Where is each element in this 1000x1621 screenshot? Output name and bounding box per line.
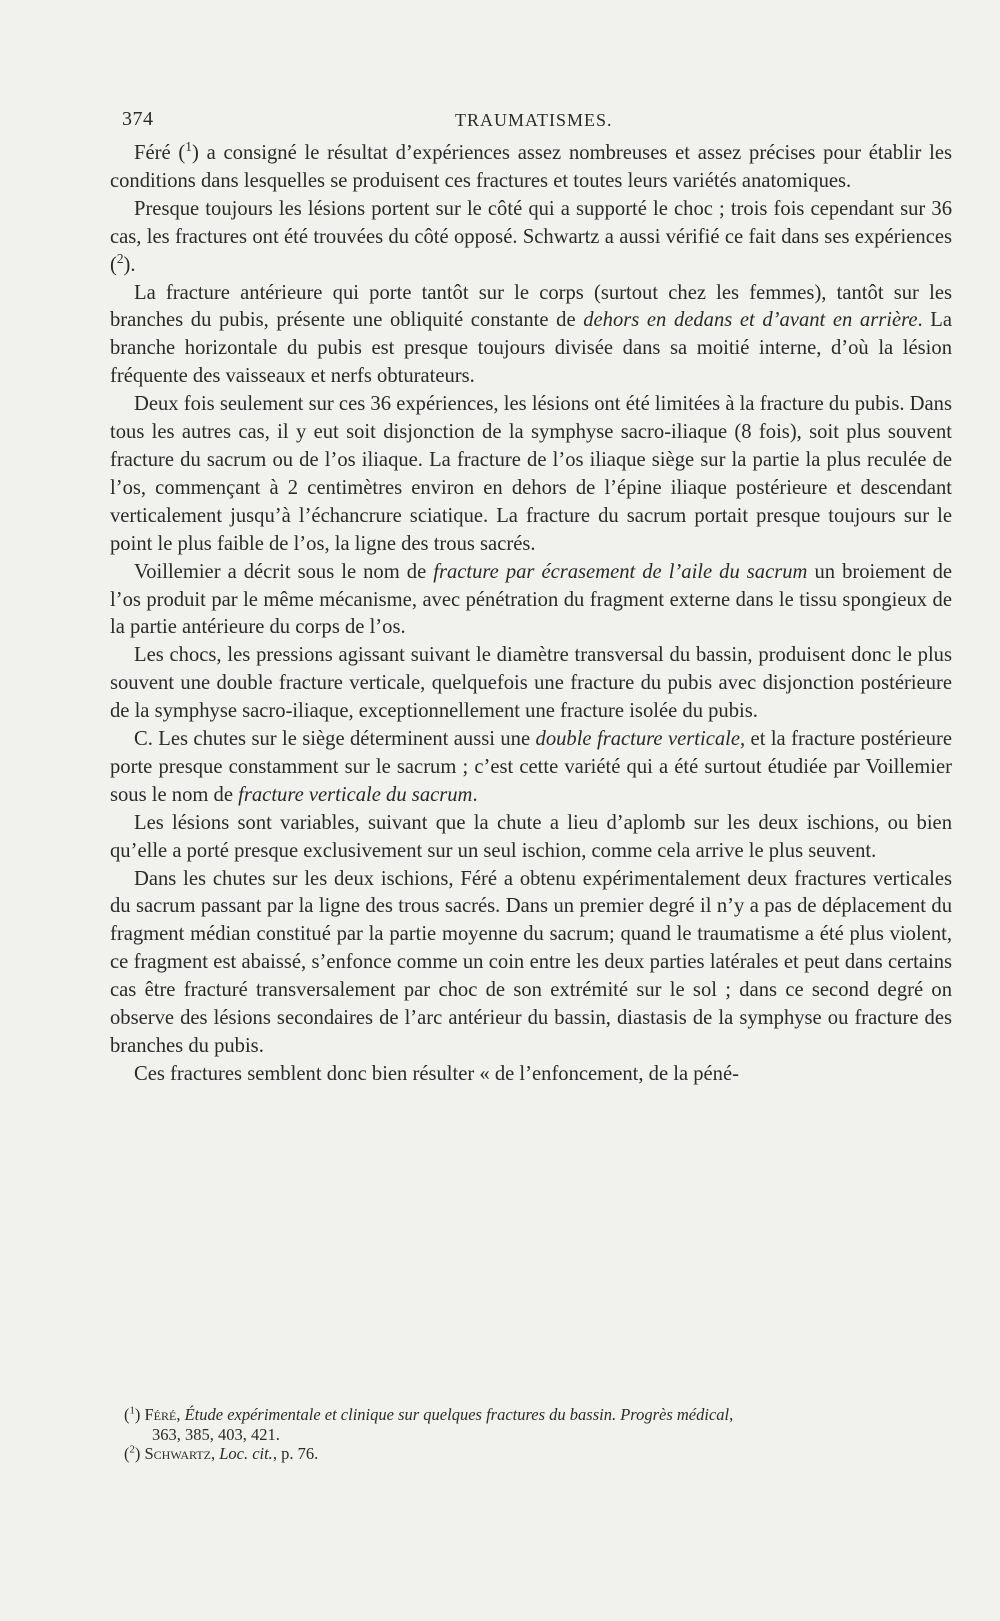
paragraph-5-italic: fracture par écrasement de l’aile du sacrum — [433, 560, 808, 583]
footnote-ref-2: 2 — [116, 250, 124, 266]
paragraph-7 — [110, 726, 952, 810]
paragraph-7-italic-2: fracture verticale du sacrum — [238, 783, 473, 806]
paragraph-3-text-a: La fracture antérieure qui porte tantôt sur le corps (surtout chez les femmes), tantôt sur les branches du pubis, présente une obliquité constante de — [110, 281, 952, 332]
paragraph-1-text-a: Féré ( — [134, 142, 186, 164]
paragraph-7-text-c: . — [472, 783, 478, 806]
paragraph-2-text-b: ). — [123, 253, 136, 276]
footnote-2-author: Schwartz — [144, 1444, 211, 1463]
footnote-2-rest: , p. 76. — [272, 1444, 319, 1463]
running-title: TRAUMATISMES. — [455, 110, 613, 130]
paragraph-5 — [110, 559, 952, 643]
footnote-1-pages: 363, 385, 403, 421. — [152, 1424, 280, 1444]
paragraph-5-text-b: un broiement de l’os produit par le même mécanisme, avec pénétration du fragment externe dans le tissu spongieux de la partie antérieure du corps de l’os. — [110, 560, 953, 639]
paragraph-9: Dans les chutes sur les deux ischions, Féré a obtenu expérimentalement deux fractures verticales du sacrum passant par la ligne des trous sacrés. Dans un premier degré il n’y a pas de déplacement du fragment médian constitué par la partie moyenne du sacrum; quand le traumatisme a été plus violent, ce fragment est abaissé, s’enfonce comme un coin entre les deux parties latérales et peut dans certains cas être fracturé transversalement par choc de son extrémité sur le sol ; dans ce second degré on observe des lésions secondaires de l’arc antérieur du bassin, diastasis de la symphyse ou fracture des branches du pubis. — [110, 867, 952, 1057]
paragraph-8: Les lésions sont variables, suivant que la chute a lieu d’aplomb sur les deux ischions, ou bien qu’elle a porté presque exclusivement sur un seul ischion, comme cela arrive le plus seuvent. — [110, 811, 952, 862]
paragraph-2 — [110, 196, 952, 280]
paragraph-3 — [110, 280, 952, 392]
footnote-2-locit: Loc. cit. — [219, 1444, 273, 1463]
footnote-2: ($^2$) Schwartz, Loc. cit., p. 76. — [124, 1443, 319, 1463]
paragraph-1-text-b: ) a consigné le résultat d’expériences assez nombreuses et assez précises pour établir les conditions dans lesquelles se produisent ces fractures et toutes leurs variétés anatomiques. — [110, 142, 952, 192]
footnote-1-sep: , — [729, 1405, 734, 1424]
footnote-2-mark: 2 — [129, 1443, 135, 1456]
paragraph-3-italic: dehors en dedans et d’avant en arrière — [583, 309, 918, 332]
paragraph-3-text-b: . La branche horizontale du pubis est presque toujours divisée dans sa moitié interne, d’où la lésion fréquente des vaisseaux et nerfs obturateurs. — [110, 309, 952, 388]
paragraph-6: Les chocs, les pressions agissant suivant le diamètre transversal du bassin, produisent donc le plus souvent une double fracture verticale, quelquefois une fracture du pubis avec disjonction postérieure de la symphyse sacro-iliaque, exceptionnellement une fracture isolée du pubis. — [110, 644, 952, 723]
footnote-1-mark: 1 — [129, 1404, 135, 1417]
paragraph-7-text-a: C. Les chutes sur le siège déterminent aussi une — [134, 728, 536, 751]
body-text — [110, 140, 952, 1089]
footnotes — [124, 1405, 952, 1464]
footnote-1-author: Féré — [144, 1405, 177, 1424]
paragraph-2-text-a: Presque toujours les lésions portent sur le côté qui a supporté le choc ; trois fois cependant sur 36 cas, les fractures ont été trouvées du côté opposé. Schwartz a aussi vérifié ce fait dans ses expériences ( — [110, 197, 952, 276]
footnote-ref-1: 1 — [185, 139, 192, 155]
paragraph-4: Deux fois seulement sur ces 36 expériences, les lésions ont été limitées à la fracture du pubis. Dans tous les autres cas, il y eut soit disjonction de la symphyse sacro-iliaque (8 fois), soit plus souvent fracture du sacrum ou de l’os iliaque. La fracture de l’os iliaque siège sur la partie la plus reculée de l’os, commençant à 2 centimètres environ en dehors de l’épine iliaque postérieure et descendant verticalement jusqu’à l’échancrure sciatique. La fracture du sacrum portait presque toujours sur le point le plus faible de l’os, la ligne des trous sacrés. — [110, 393, 952, 555]
paragraph-7-italic-1: double fracture verticale — [535, 728, 740, 751]
paragraph-7-text-b: , et la fracture postérieure porte presque constamment sur le sacrum ; c’est cette variété qui a été surtout étudiée par Voillemier sous le nom de — [110, 728, 952, 806]
paragraph-5-text-a: Voillemier a décrit sous le nom de — [134, 560, 434, 583]
page-header — [120, 108, 950, 138]
paragraph-1 — [110, 140, 952, 196]
paragraph-10: Ces fractures semblent donc bien résulter « de l’enfoncement, de la péné- — [134, 1062, 739, 1085]
footnote-1: ($^1$) Féré, Étude expérimentale et clinique sur quelques fractures du bassin. Progrès médical, — [124, 1404, 734, 1424]
footnote-1-title: Étude expérimentale et clinique sur quelques fractures du bassin. Progrès médical — [184, 1405, 730, 1424]
page-number: 374 — [122, 108, 154, 130]
